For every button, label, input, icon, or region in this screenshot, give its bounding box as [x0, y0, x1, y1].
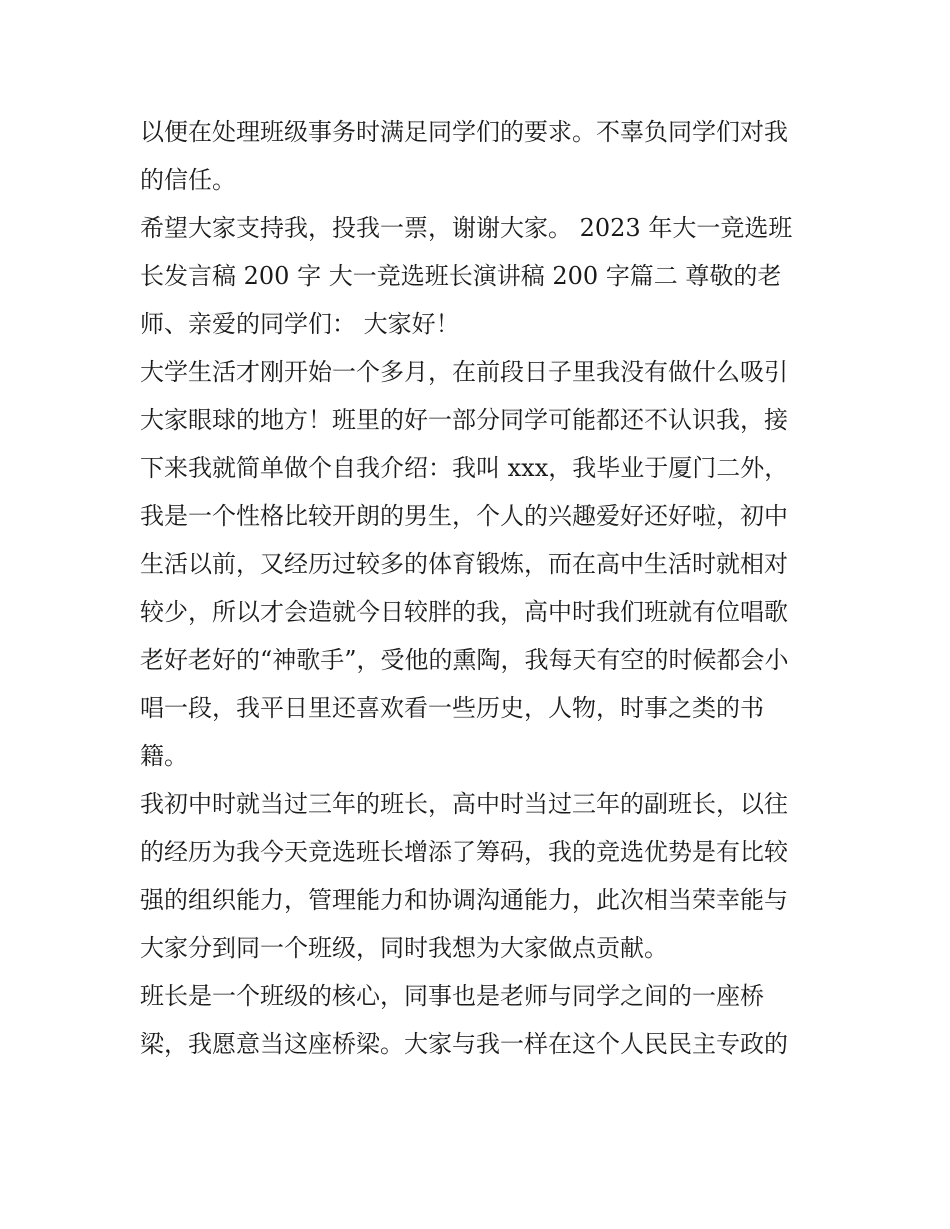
- text-line: 的经历为我今天竞选班长增添了筹码，我的竞选优势是有比较: [140, 838, 788, 866]
- text-line: 生活以前，又经历过较多的体育锻炼，而在高中生活时就相对: [140, 550, 788, 578]
- text-line: 较少，所以才会造就今日较胖的我，高中时我们班就有位唱歌: [140, 598, 788, 626]
- text-line: 老好老好的“神歌手”，受他的熏陶，我每天有空的时候都会小: [140, 646, 789, 674]
- text-line: 我初中时就当过三年的班长，高中时当过三年的副班长，以往: [140, 790, 788, 818]
- text-line: 大家眼球的地方！班里的好一部分同学可能都还不认识我，接: [140, 406, 788, 434]
- text-line: 梁，我愿意当这座桥梁。大家与我一样在这个人民民主专政的: [140, 1030, 788, 1058]
- text-line: 强的组织能力，管理能力和协调沟通能力，此次相当荣幸能与: [140, 886, 788, 914]
- text-line: 师、亲爱的同学们： 大家好！: [140, 310, 460, 338]
- text-line: 以便在处理班级事务时满足同学们的要求。不辜负同学们对我: [140, 118, 788, 146]
- text-line: 的信任。: [140, 166, 236, 194]
- text-line: 籍。: [140, 742, 188, 770]
- text-line: 唱一段，我平日里还喜欢看一些历史，人物，时事之类的书: [140, 694, 764, 722]
- document-body: [140, 108, 820, 1068]
- text-line: 班长是一个班级的核心，同事也是老师与同学之间的一座桥: [140, 982, 764, 1010]
- text-line: 大家分到同一个班级，同时我想为大家做点贡献。: [140, 934, 668, 962]
- text-line: 长发言稿 200 字 大一竞选班长演讲稿 200 字篇二 尊敬的老: [140, 262, 782, 290]
- text-line: 下来我就简单做个自我介绍：我叫 xxx，我毕业于厦门二外，: [140, 454, 789, 482]
- text-line: 希望大家支持我，投我一票，谢谢大家。 2023 年大一竞选班: [140, 214, 793, 242]
- text-line: 我是一个性格比较开朗的男生，个人的兴趣爱好还好啦，初中: [140, 502, 788, 530]
- text-line: 大学生活才刚开始一个多月，在前段日子里我没有做什么吸引: [140, 358, 788, 386]
